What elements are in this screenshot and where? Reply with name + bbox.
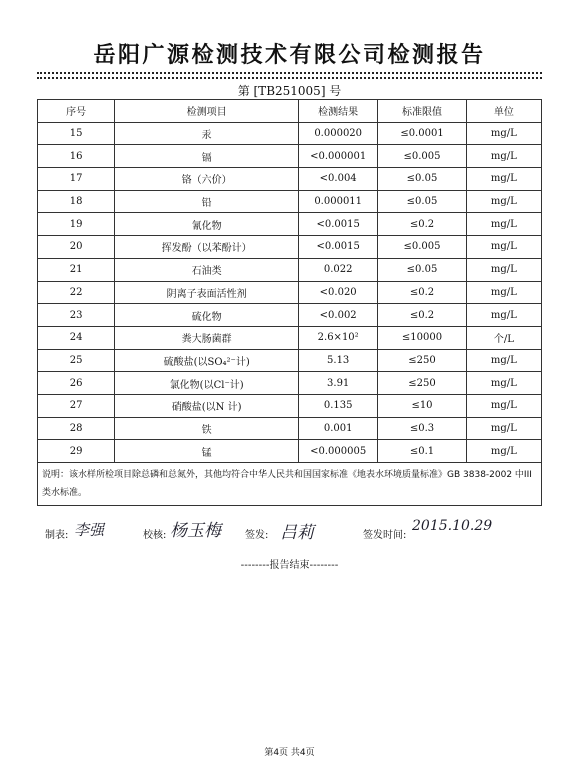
cell-result: <0.000001 [299,145,378,168]
column-header-result: 检测结果 [299,100,378,123]
checker-signature: 杨玉梅 [170,521,221,541]
cell-no: 20 [38,236,115,259]
table-row [38,372,542,395]
checker-label: 校核: [143,530,167,541]
cell-item: 挥发酚（以苯酚计） [115,236,299,259]
column-header-item: 检测项目 [115,100,299,123]
issue-time-label: 签发时间: [363,530,407,541]
table-row [38,258,542,281]
cell-no: 18 [38,190,115,213]
cell-result: <0.020 [299,281,378,304]
cell-unit: mg/L [466,304,541,327]
table-row [38,304,542,327]
cell-limit: ≤0.05 [378,258,466,281]
cell-unit: mg/L [466,168,541,191]
cell-unit: mg/L [466,349,541,372]
cell-item: 硫酸盐(以SO₄²⁻计) [115,349,299,372]
cell-result: <0.000005 [299,440,378,463]
table-row [38,122,542,145]
table-row [38,168,542,191]
cell-no: 21 [38,258,115,281]
title-divider-2 [37,77,542,79]
table-row [38,281,542,304]
cell-no: 16 [38,145,115,168]
cell-unit: mg/L [466,281,541,304]
issuer-signature: 吕莉 [280,523,314,543]
cell-result: 0.022 [299,258,378,281]
cell-no: 22 [38,281,115,304]
cell-unit: mg/L [466,236,541,259]
cell-no: 15 [38,122,115,145]
cell-limit: ≤0.0001 [378,122,466,145]
table-row [38,394,542,417]
cell-no: 28 [38,417,115,440]
cell-result: <0.0015 [299,236,378,259]
cell-limit: ≤0.005 [378,145,466,168]
cell-item: 铅 [115,190,299,213]
cell-item: 铁 [115,417,299,440]
column-header-no: 序号 [38,100,115,123]
cell-result: <0.004 [299,168,378,191]
cell-limit: ≤10 [378,394,466,417]
cell-unit: mg/L [466,145,541,168]
cell-limit: ≤0.05 [378,190,466,213]
cell-limit: ≤0.2 [378,281,466,304]
cell-limit: ≤0.3 [378,417,466,440]
cell-limit: ≤0.05 [378,168,466,191]
report-title: 岳阳广源检测技术有限公司检测报告 [93,43,486,68]
results-table [37,99,542,506]
table-row [38,349,542,372]
cell-item: 硝酸盐(以N 计) [115,394,299,417]
cell-unit: mg/L [466,258,541,281]
cell-result: 3.91 [299,372,378,395]
cell-result: 0.001 [299,417,378,440]
cell-no: 23 [38,304,115,327]
cell-unit: mg/L [466,394,541,417]
cell-limit: ≤0.1 [378,440,466,463]
issuer-label: 签发: [245,530,269,541]
cell-unit: mg/L [466,372,541,395]
cell-limit: ≤0.005 [378,236,466,259]
table-row [38,145,542,168]
title-divider [37,72,542,74]
cell-no: 17 [38,168,115,191]
cell-no: 26 [38,372,115,395]
cell-unit: mg/L [466,213,541,236]
note-row [38,463,542,506]
cell-limit: ≤0.2 [378,213,466,236]
table-note: 说明：该水样所检项目除总磷和总氮外，其他均符合中华人民共和国国家标准《地表水环境质量标准》GB 3838-2002 中III类水标准。 [38,463,542,506]
cell-limit: ≤250 [378,372,466,395]
cell-result: <0.002 [299,304,378,327]
cell-result: 0.000020 [299,122,378,145]
column-header-unit: 单位 [466,100,541,123]
cell-item: 镉 [115,145,299,168]
report-end-mark: --------报告结束-------- [240,560,339,571]
cell-unit: mg/L [466,417,541,440]
cell-unit: mg/L [466,190,541,213]
cell-item: 汞 [115,122,299,145]
cell-result: <0.0015 [299,213,378,236]
cell-item: 铬（六价） [115,168,299,191]
cell-no: 25 [38,349,115,372]
column-header-limit: 标准限值 [378,100,466,123]
cell-item: 粪大肠菌群 [115,326,299,349]
compiler-label: 制表: [45,530,69,541]
report-number: 第 [TB251005] 号 [237,84,342,98]
table-row [38,326,542,349]
table-header-row [38,100,542,123]
issue-date-handwritten: 2015.10.29 [412,518,493,534]
table-row [38,190,542,213]
cell-item: 氰化物 [115,213,299,236]
cell-result: 0.135 [299,394,378,417]
cell-result: 0.000011 [299,190,378,213]
cell-item: 锰 [115,440,299,463]
cell-item: 氯化物(以Cl⁻计) [115,372,299,395]
table-row [38,213,542,236]
cell-no: 27 [38,394,115,417]
cell-item: 阴离子表面活性剂 [115,281,299,304]
cell-limit: ≤0.2 [378,304,466,327]
cell-result: 5.13 [299,349,378,372]
table-row [38,417,542,440]
table-row [38,440,542,463]
cell-limit: ≤10000 [378,326,466,349]
page-number: 第4页 共4页 [264,748,315,758]
cell-result: 2.6×10² [299,326,378,349]
cell-limit: ≤250 [378,349,466,372]
cell-no: 29 [38,440,115,463]
cell-item: 硫化物 [115,304,299,327]
cell-no: 19 [38,213,115,236]
cell-unit: mg/L [466,440,541,463]
cell-no: 24 [38,326,115,349]
table-row [38,236,542,259]
compiler-signature: 李强 [74,521,105,539]
cell-item: 石油类 [115,258,299,281]
cell-unit: 个/L [466,326,541,349]
cell-unit: mg/L [466,122,541,145]
